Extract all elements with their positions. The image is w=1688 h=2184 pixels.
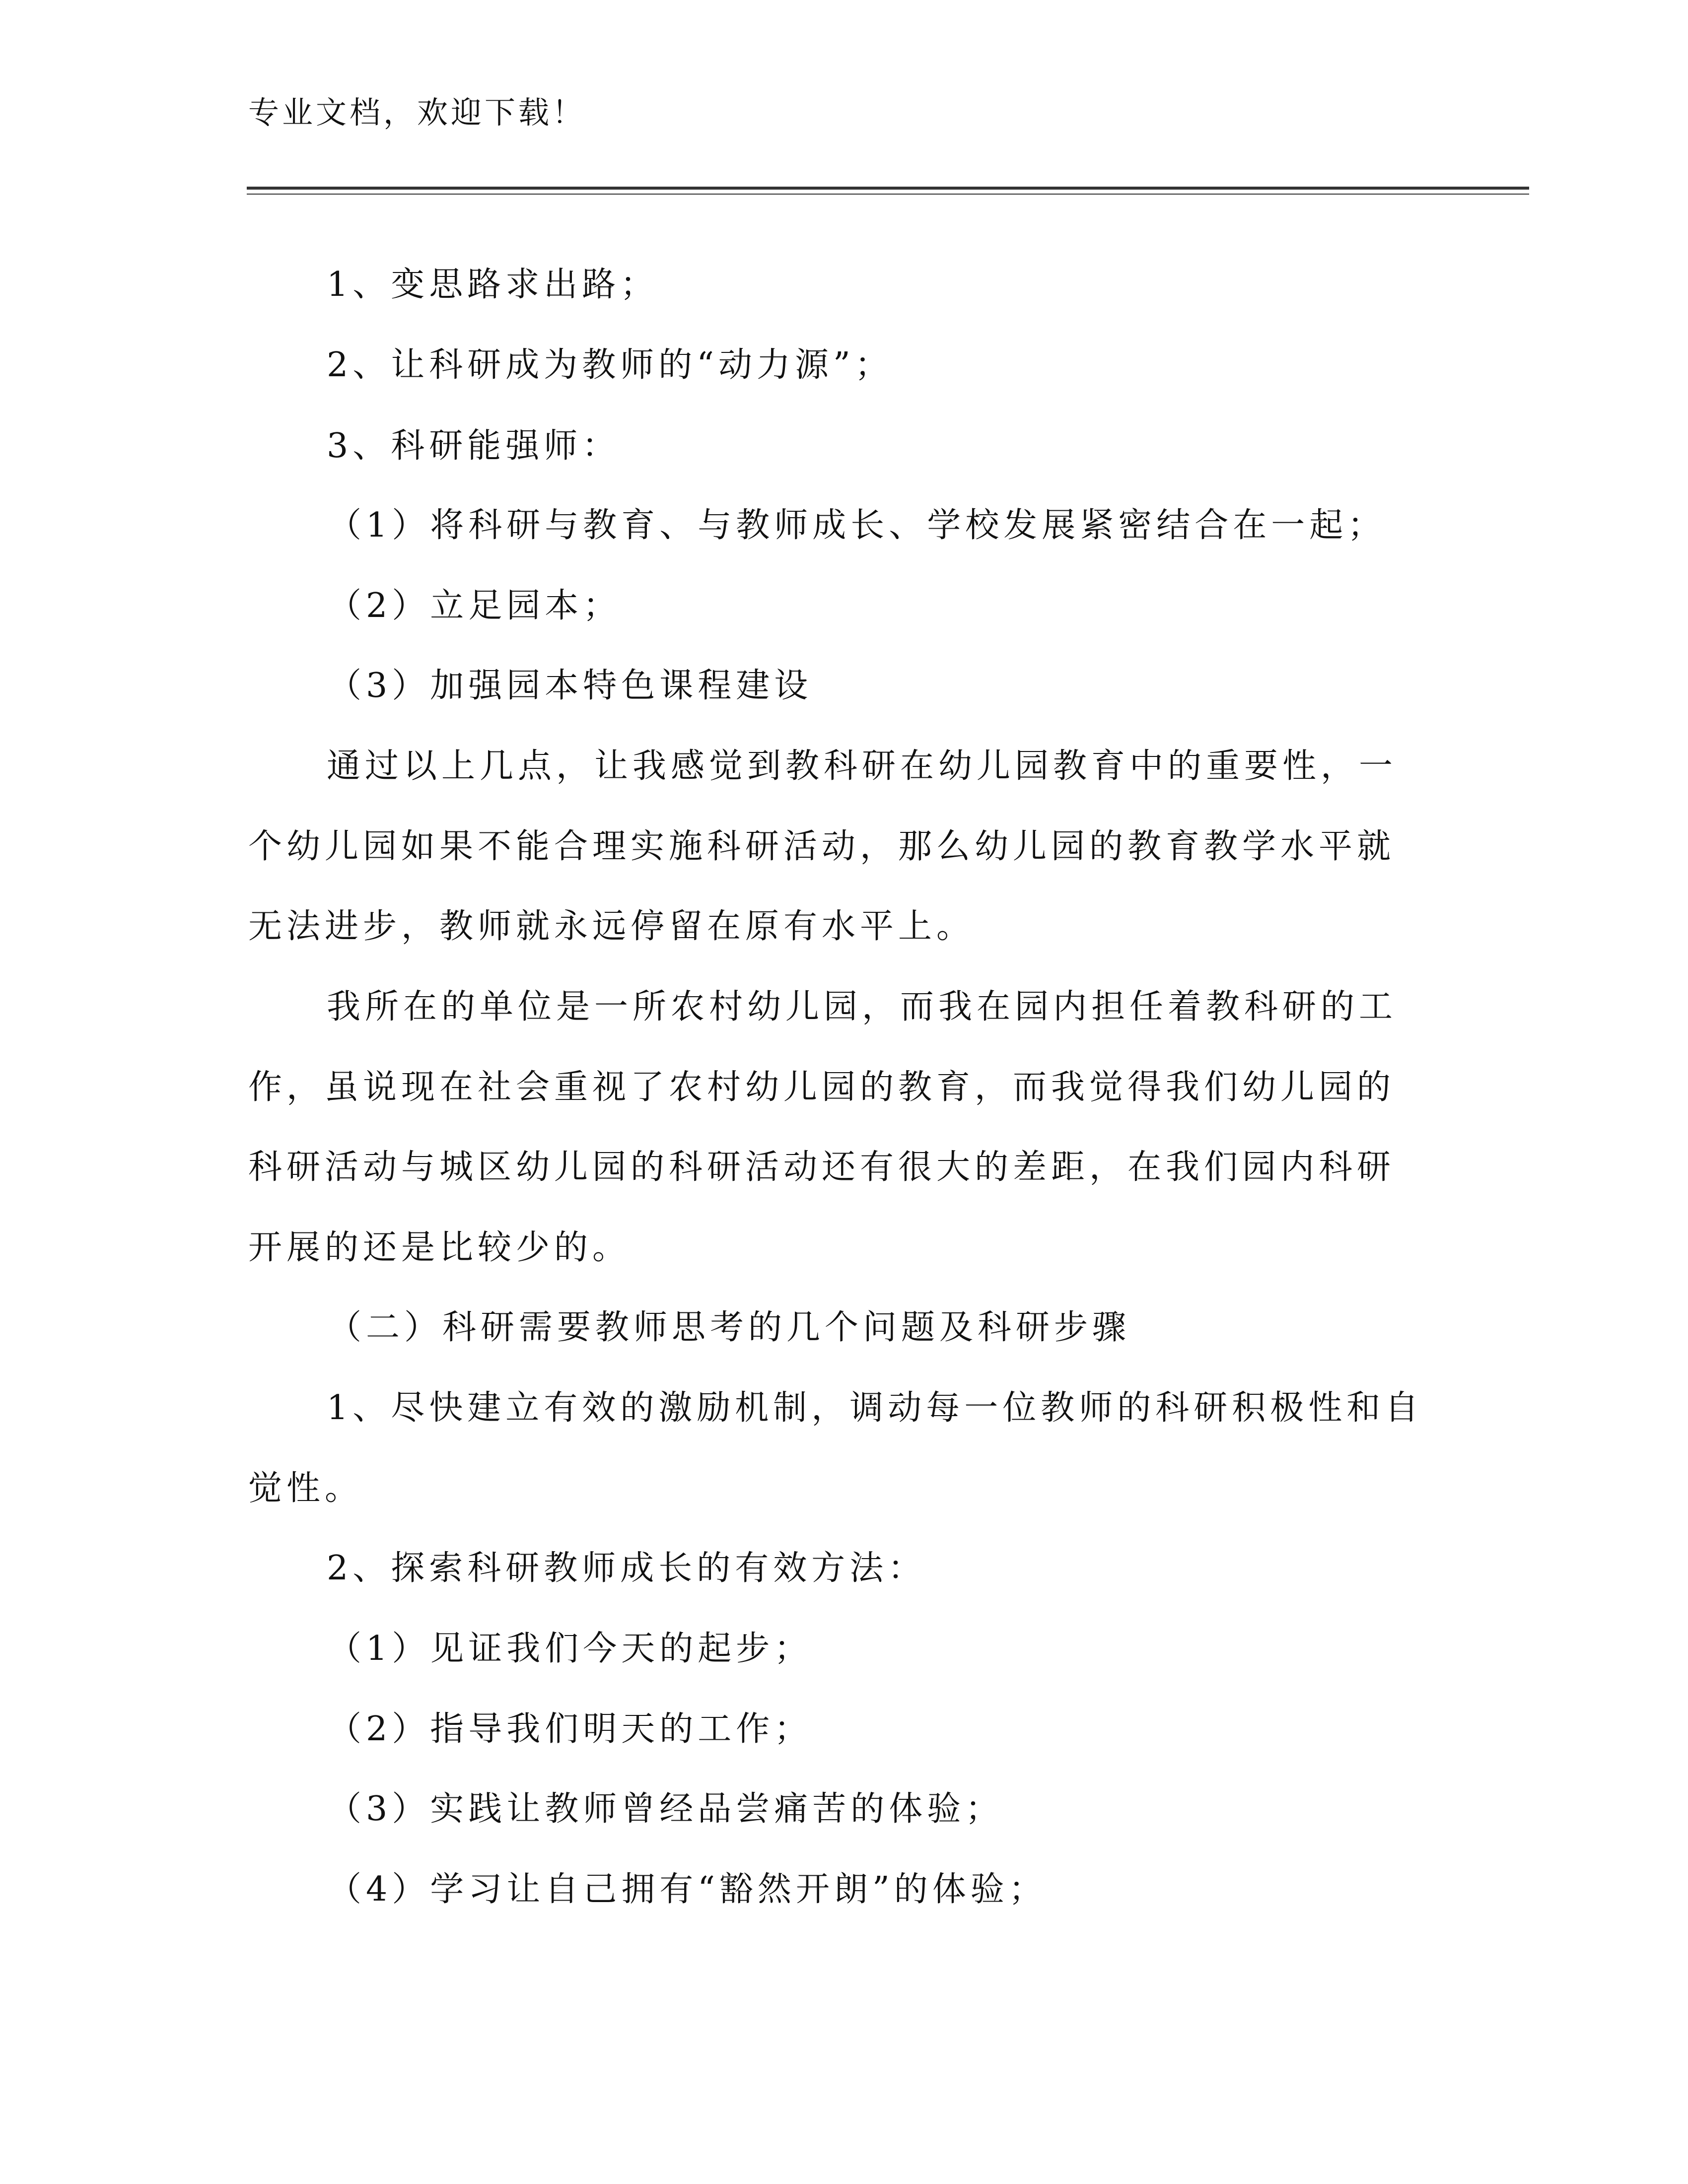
paragraph-line: 科研活动与城区幼儿园的科研活动还有很大的差距，在我们园内科研 [248,1148,1396,1187]
paragraph-line: 无法进步，教师就永远停留在原有水平上。 [248,907,975,946]
page-header: 专业文档，欢迎下载！ [248,94,586,131]
list-item-1: 1、尽快建立有效的激励机制，调动每一位教师的科研积极性和自 [327,1388,1423,1428]
paragraph-line: 开展的还是比较少的。 [248,1228,631,1267]
paragraph-line: 我所在的单位是一所农村幼儿园，而我在园内担任着教科研的工 [327,987,1398,1026]
sub-item-3: （3）加强园本特色课程建设 [328,666,813,705]
sub-item-2: （2）指导我们明天的工作； [328,1709,813,1749]
paragraph-line: 作，虽说现在社会重视了农村幼儿园的教育，而我觉得我们幼儿园的 [248,1068,1396,1107]
list-item-2: 2、探索科研教师成长的有效方法： [327,1549,926,1588]
list-item-2: 2、让科研成为教师的“动力源”； [327,345,893,385]
list-item-3: 3、科研能强师： [327,426,621,466]
sub-item-4: （4）学习让自己拥有“豁然开朗”的体验； [328,1870,1047,1909]
header-rule-thin [247,194,1529,195]
sub-item-3: （3）实践让教师曾经品尝痛苦的体验； [328,1789,1004,1829]
sub-item-1: （1）将科研与教育、与教师成长、学校发展紧密结合在一起； [328,506,1386,545]
section-heading: （二）科研需要教师思考的几个问题及科研步骤 [328,1308,1131,1347]
paragraph-line: 个幼儿园如果不能合理实施科研活动，那么幼儿园的教育教学水平就 [248,827,1396,866]
paragraph-line: 觉性。 [248,1469,363,1508]
sub-item-2: （2）立足园本； [328,586,622,625]
paragraph-line: 通过以上几点，让我感觉到教科研在幼儿园教育中的重要性，一 [327,747,1398,786]
header-rule-thick [247,187,1529,190]
sub-item-1: （1）见证我们今天的起步； [328,1629,813,1668]
list-item-1: 1、变思路求出路； [327,265,659,304]
